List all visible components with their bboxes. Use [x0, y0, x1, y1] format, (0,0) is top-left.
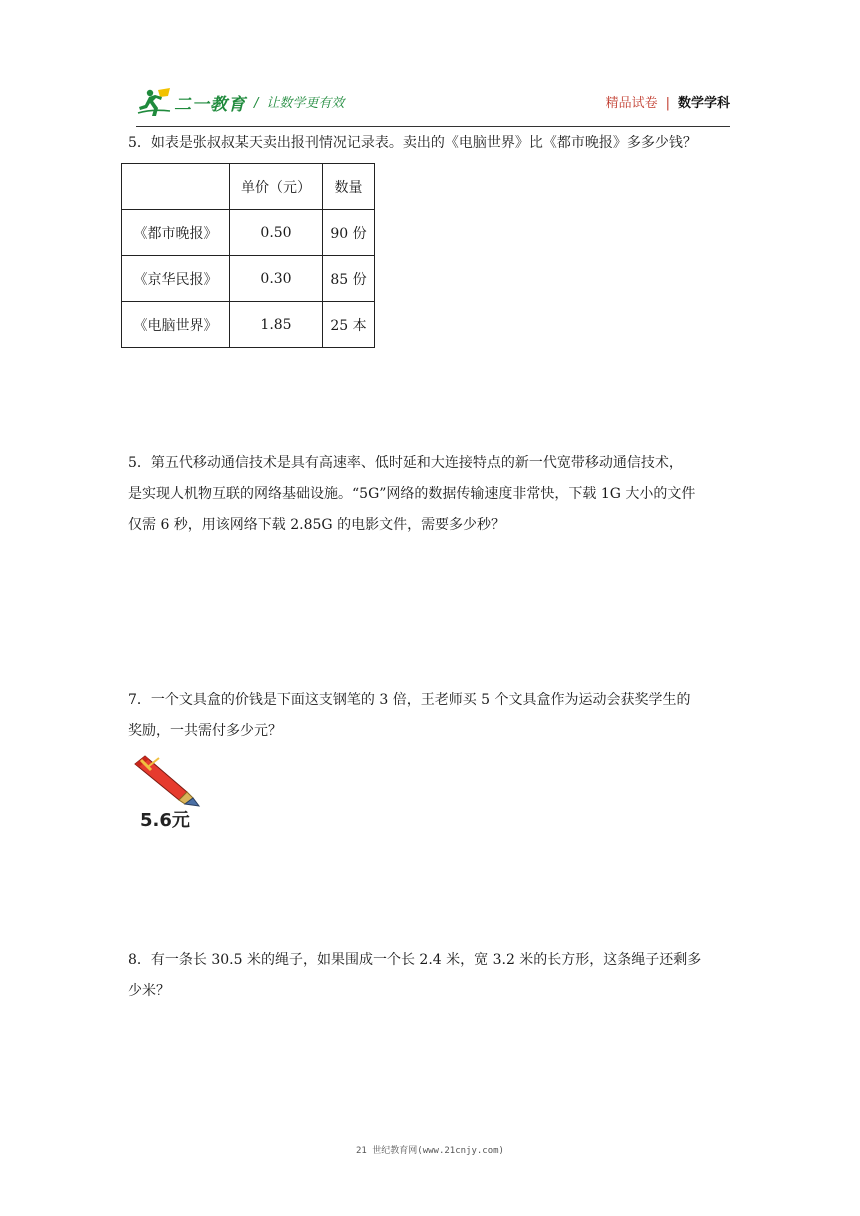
slogan-text: 让数学更有效	[266, 96, 345, 111]
question-7-pencil-box	[128, 685, 730, 747]
table-header-cell: 数量	[323, 164, 375, 210]
question-5-newspaper	[128, 128, 730, 159]
question-line: 是实现人机物互联的网络基础设施。“5G”网络的数据传输速度非常快，下载 1G 大小的文件	[128, 486, 696, 502]
table-cell: 90 份	[323, 210, 375, 256]
table-cell: 85 份	[323, 256, 375, 302]
logo-text: 二一教育	[174, 94, 246, 115]
page-header	[136, 84, 730, 128]
question-line: 8．有一条长 30.5 米的绳子，如果围成一个长 2.4 米，宽 3.2 米的长方形，这条绳子还剩多	[128, 952, 702, 968]
question-line: 7．一个文具盒的价钱是下面这支钢笔的 3 倍，王老师买 5 个文具盒作为运动会获奖学生的	[128, 692, 691, 708]
slogan-slash: /	[254, 96, 259, 111]
tag-quality-papers: 精品试卷	[605, 96, 658, 111]
table-cell: 25 本	[323, 302, 375, 348]
table-cell: 0.30	[230, 256, 323, 302]
table-cell: 《京华民报》	[122, 256, 230, 302]
table-cell: 《电脑世界》	[122, 302, 230, 348]
question-line: 5．第五代移动通信技术是具有高速率、低时延和大连接特点的新一代宽带移动通信技术，	[128, 455, 683, 471]
question-5-5g-network	[128, 448, 730, 541]
table-header-cell: 单价（元）	[230, 164, 323, 210]
tag-subject: 数学学科	[677, 96, 730, 111]
slogan	[254, 92, 344, 111]
table-row	[122, 302, 375, 348]
question-line: 少米？	[128, 983, 170, 999]
table-cell: 0.50	[230, 210, 323, 256]
question-8-rope	[128, 945, 730, 1007]
fountain-pen-icon	[131, 754, 203, 808]
newspaper-sales-table	[121, 163, 375, 348]
pen-price-label: 5.6元	[140, 810, 190, 831]
logo	[136, 84, 246, 120]
table-cell: 1.85	[230, 302, 323, 348]
table-row	[122, 256, 375, 302]
page-footer: 21 世纪教育网(www.21cnjy.com)	[356, 1146, 504, 1156]
subject-tag	[606, 92, 730, 111]
table-header-row	[122, 164, 375, 210]
question-text: 5．如表是张叔叔某天卖出报刊情况记录表。卖出的《电脑世界》比《都市晚报》多多少钱？	[128, 135, 697, 151]
table-cell: 《都市晚报》	[122, 210, 230, 256]
question-line: 奖励，一共需付多少元？	[128, 723, 282, 739]
runner-logo-icon	[136, 87, 172, 117]
question-line: 仅需 6 秒，用该网络下载 2.85G 的电影文件，需要多少秒？	[128, 517, 506, 533]
tag-separator: |	[665, 96, 670, 111]
header-divider	[136, 126, 730, 127]
table-row	[122, 210, 375, 256]
table-header-cell	[122, 164, 230, 210]
